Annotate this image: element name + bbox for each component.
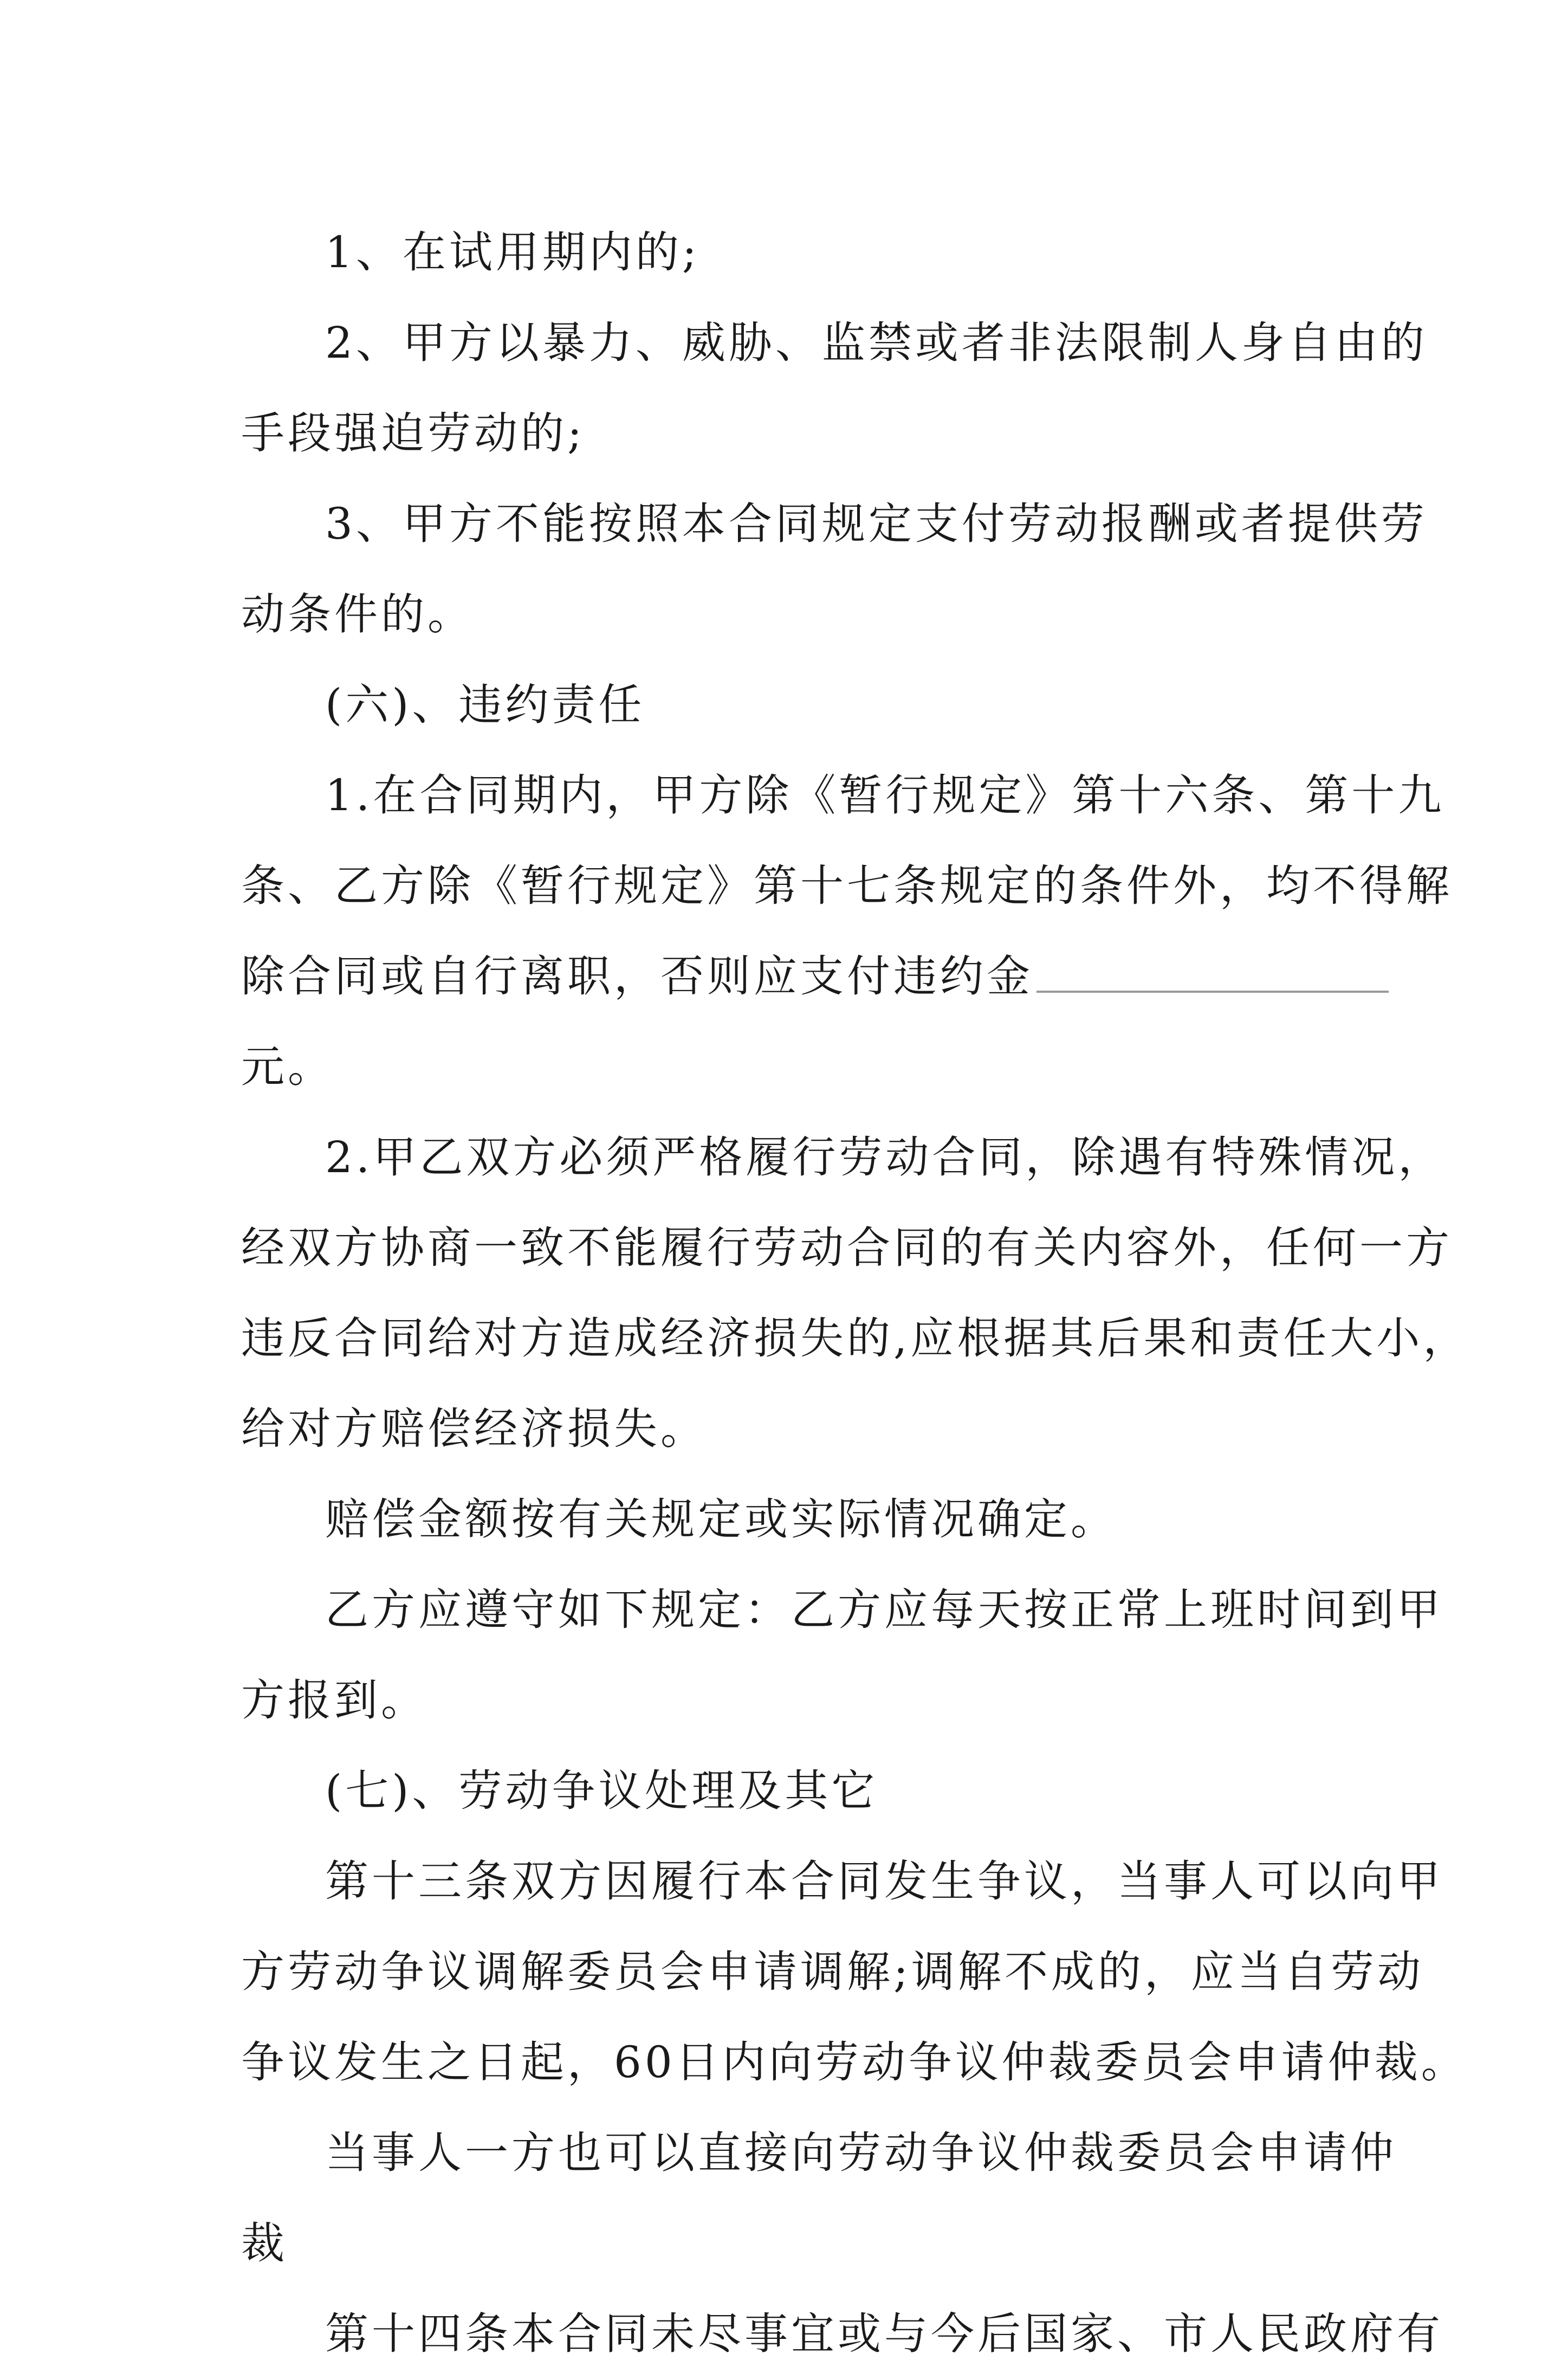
paragraph-line: 手段强迫劳动的; <box>241 408 585 458</box>
paragraph-line: 争议发生之日起，60日内向劳动争议仲裁委员会申请仲裁。 <box>241 2037 1468 2087</box>
section-heading: (七)、劳动争议处理及其它 <box>325 1766 878 1816</box>
paragraph-line: 2、甲方以暴力、威胁、监禁或者非法限制人身自由的 <box>325 318 1428 368</box>
paragraph-line: 方劳动争议调解委员会申请调解;调解不成的，应当自劳动 <box>241 1947 1424 1997</box>
paragraph-line: 第十三条双方因履行本合同发生争议，当事人可以向甲 <box>325 1856 1443 1906</box>
paragraph-line: 条、乙方除《暂行规定》第十七条规定的条件外，均不得解 <box>241 861 1453 911</box>
paragraph-line: 3、甲方不能按照本合同规定支付劳动报酬或者提供劳 <box>325 499 1428 549</box>
paragraph-line-with-blank <box>241 931 1341 1022</box>
paragraph-line: 1、在试用期内的; <box>325 227 700 277</box>
section-heading: (六)、违约责任 <box>325 680 645 730</box>
paragraph-line: 第十四条本合同未尽事宜或与今后国家、市人民政府有 <box>325 2309 1443 2359</box>
paragraph-line: 动条件的。 <box>241 589 474 639</box>
paragraph-line: 赔偿金额按有关规定或实际情况确定。 <box>325 1494 1117 1544</box>
paragraph-line: 经双方协商一致不能履行劳动合同的有关内容外，任何一方 <box>241 1223 1453 1273</box>
paragraph-line: 2.甲乙双方必须严格履行劳动合同，除遇有特殊情况， <box>325 1132 1445 1182</box>
paragraph-line: 违反合同给对方造成经济损失的,应根据其后果和责任大小， <box>241 1313 1470 1363</box>
paragraph-line: 方报到。 <box>241 1675 427 1725</box>
paragraph-line: 1.在合同期内，甲方除《暂行规定》第十六条、第十九 <box>325 770 1445 820</box>
paragraph-line: 裁 <box>241 2218 288 2268</box>
paragraph-line: 元。 <box>241 1042 334 1092</box>
paragraph-line-text: 除合同或自行离职，否则应支付违约金 <box>241 951 1033 1001</box>
paragraph-line: 乙方应遵守如下规定：乙方应每天按正常上班时间到甲 <box>325 1585 1443 1635</box>
fill-in-blank-line <box>1036 991 1389 993</box>
paragraph-line: 当事人一方也可以直接向劳动争议仲裁委员会申请仲 <box>325 2128 1397 2178</box>
paragraph-line: 给对方赔偿经济损失。 <box>241 1404 707 1454</box>
document-body <box>241 207 1470 2379</box>
